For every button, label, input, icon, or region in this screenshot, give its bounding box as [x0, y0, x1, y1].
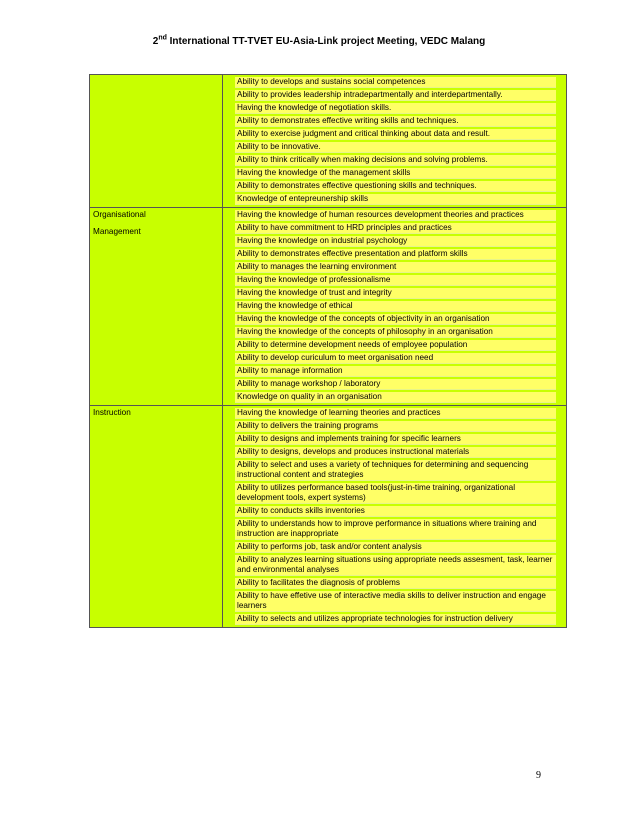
header-ordinal: 2 [152, 36, 159, 47]
competency-item: Ability to exercise judgment and critical thinking about data and result. [235, 129, 556, 140]
competency-item: Having the knowledge of the management skills [235, 168, 556, 179]
competency-item: Ability to designs and implements training for specific learners [235, 434, 556, 445]
competency-item: Having the knowledge of learning theories and practices [235, 408, 556, 419]
category-cell [90, 75, 223, 208]
competency-item: Having the knowledge of negotiation skills. [235, 103, 556, 114]
competency-item: Ability to demonstrates effective writing skills and techniques. [235, 116, 556, 127]
page-number: 9 [536, 770, 541, 781]
competency-item: Ability to analyzes learning situations using appropriate needs assesment, task, learner and environmental analyses [235, 555, 556, 576]
competency-table [89, 74, 567, 628]
competency-cell [223, 208, 567, 406]
table-row [90, 406, 567, 628]
competency-cell [223, 75, 567, 208]
table-row [90, 208, 567, 406]
competency-item: Ability to conducts skills inventories [235, 506, 556, 517]
competency-item: Having the knowledge of trust and integrity [235, 288, 556, 299]
competency-item: Ability to select and uses a variety of techniques for determining and sequencing instructional content and strategies [235, 460, 556, 481]
competency-item: Ability to determine development needs of employee population [235, 340, 556, 351]
competency-item: Ability to manage information [235, 366, 556, 377]
competency-item: Ability to manages the learning environment [235, 262, 556, 273]
competency-item: Having the knowledge of ethical [235, 301, 556, 312]
category-cell [90, 406, 223, 628]
competency-item: Ability to understands how to improve performance in situations where training and instruction are inappropriate [235, 519, 556, 540]
competency-item: Ability to performs job, task and/or content analysis [235, 542, 556, 553]
category-cell [90, 208, 223, 406]
competency-item: Ability to have effetive use of interactive media skills to deliver instruction and engage learners [235, 591, 556, 612]
competency-item: Knowledge on quality in an organisation [235, 392, 556, 403]
competency-item: Ability to utilizes performance based tools(just-in-time training, organizational development tools, expert systems) [235, 483, 556, 504]
competency-item: Ability to demonstrates effective presentation and platform skills [235, 249, 556, 260]
competency-item: Ability to have commitment to HRD principles and practices [235, 223, 556, 234]
competency-item: Having the knowledge on industrial psychology [235, 236, 556, 247]
competency-item: Ability to think critically when making decisions and solving problems. [235, 155, 556, 166]
competency-item: Ability to develop curiculum to meet organisation need [235, 353, 556, 364]
competency-item: Ability to manage workshop / laboratory [235, 379, 556, 390]
category-label: Management [93, 227, 141, 236]
page-header [0, 36, 638, 47]
competency-item: Ability to selects and utilizes appropriate technologies for instruction delivery [235, 614, 556, 625]
category-label: Organisational [93, 210, 146, 219]
competency-cell [223, 406, 567, 628]
competency-item: Having the knowledge of the concepts of objectivity in an organisation [235, 314, 556, 325]
competency-item: Ability to designs, develops and produces instructional materials [235, 447, 556, 458]
header-ordinal-suffix: nd [158, 34, 167, 42]
competency-item: Having the knowledge of the concepts of philosophy in an organisation [235, 327, 556, 338]
competency-item: Having the knowledge of human resources development theories and practices [235, 210, 556, 221]
competency-item: Ability to delivers the training programs [235, 421, 556, 432]
competency-item: Ability to demonstrates effective questioning skills and techniques. [235, 181, 556, 192]
competency-item: Knowledge of entepreunership skills [235, 194, 556, 205]
competency-item: Ability to be innovative. [235, 142, 556, 153]
competency-item: Ability to develops and sustains social competences [235, 77, 556, 88]
competency-item: Having the knowledge of professionalisme [235, 275, 556, 286]
table-row [90, 75, 567, 208]
competency-item: Ability to provides leadership intradepartmentally and interdepartmentally. [235, 90, 556, 101]
competency-item: Ability to facilitates the diagnosis of problems [235, 578, 556, 589]
category-label: Instruction [93, 408, 131, 417]
header-title: International TT-TVET EU-Asia-Link project Meeting, VEDC Malang [166, 36, 486, 47]
